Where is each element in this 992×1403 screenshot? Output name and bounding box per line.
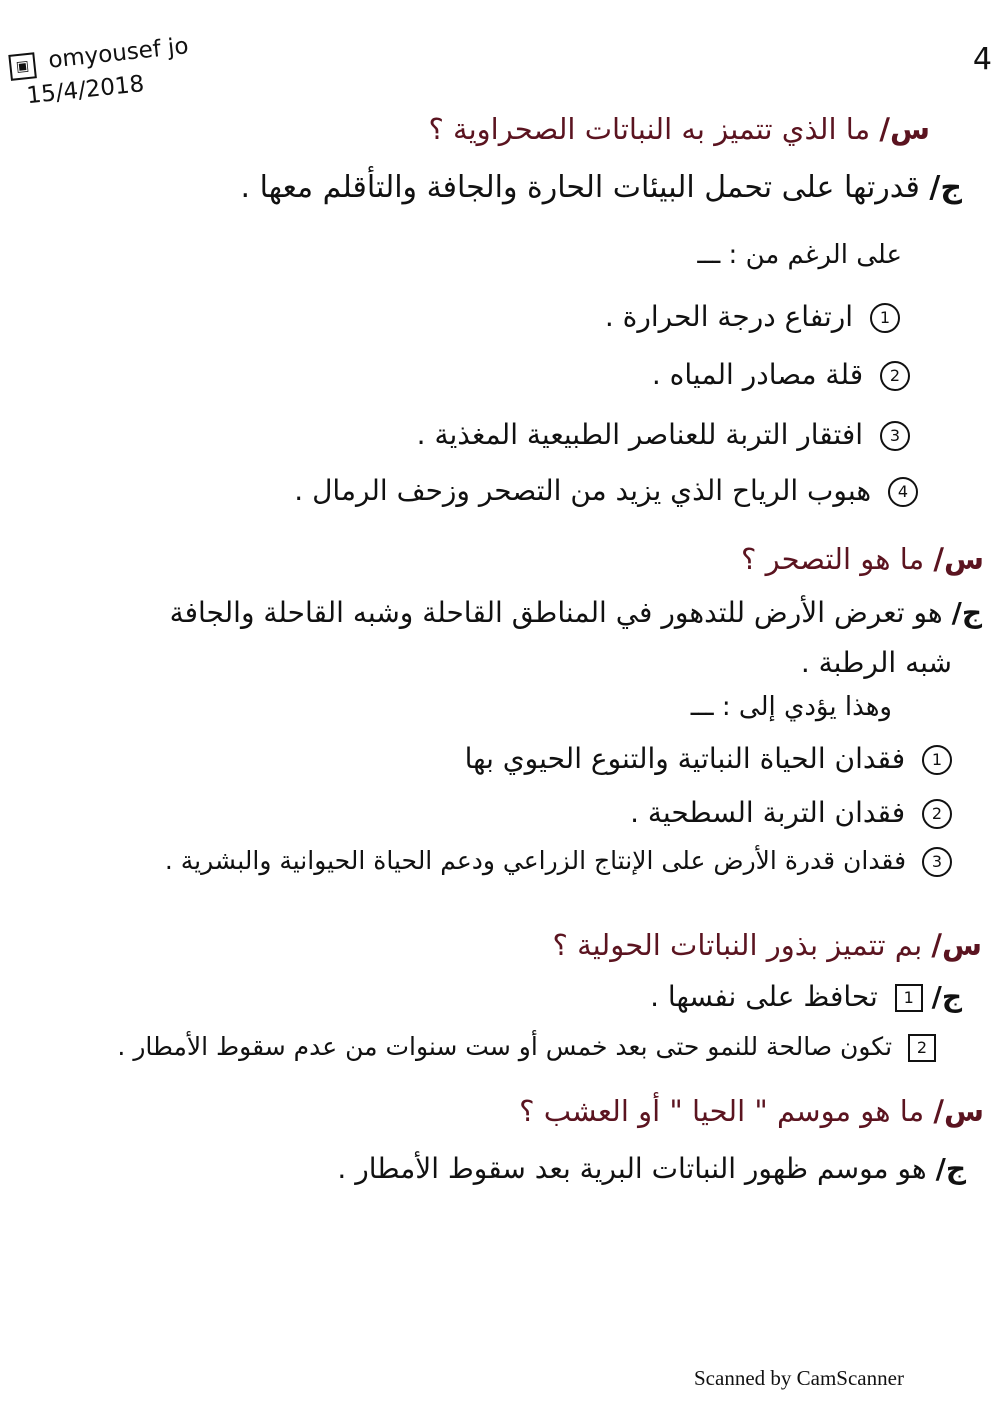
question-label: س/ (933, 1094, 984, 1128)
list-item-text: فقدان الحياة النباتية والتنوع الحيوي بها (464, 742, 906, 775)
list-marker: 3 (880, 421, 910, 451)
answer-label: ج/ (931, 980, 962, 1013)
question-label: س/ (879, 112, 930, 146)
question-text: ما الذي تتميز به النباتات الصحراوية ؟ (428, 112, 871, 146)
answer-2 (170, 596, 982, 629)
question-4 (519, 1094, 984, 1128)
square-stamp-icon: ▣ (8, 52, 37, 81)
sub-heading-1: على الرغم من : ـــ (697, 240, 902, 270)
list-marker: 4 (888, 477, 918, 507)
question-label: س/ (931, 928, 982, 962)
list-item (165, 846, 952, 877)
list-item (465, 742, 952, 775)
answer-label: ج/ (951, 596, 982, 629)
list-item-text: هبوب الرياح الذي يزيد من التصحر وزحف الرمال . (294, 474, 872, 507)
answer-text: قدرتها على تحمل البيئات الحارة والجافة والتأقلم معها . (240, 170, 920, 205)
answer-text: هو موسم ظهور النباتات البرية بعد سقوط الأمطار . (337, 1152, 927, 1185)
question-text: بم تتميز بذور النباتات الحولية ؟ (552, 928, 923, 962)
answer-2-continued: شبه الرطبة . (800, 646, 952, 679)
answer-4 (337, 1152, 966, 1185)
question-text: ما هو موسم " الحيا " أو العشب ؟ (519, 1094, 925, 1128)
list-item-text: فقدان قدرة الأرض على الإنتاج الزراعي ودعم الحياة الحيوانية والبشرية . (164, 846, 907, 875)
page-number: 4 (972, 42, 992, 77)
list-item-text: ارتفاع درجة الحرارة . (604, 300, 854, 333)
date: 15/4/2018 (25, 71, 146, 110)
list-item (630, 796, 952, 829)
list-marker: 2 (880, 361, 910, 391)
list-item (117, 1032, 936, 1062)
list-item-text: قلة مصادر المياه . (651, 358, 864, 391)
question-2 (741, 542, 984, 576)
author-name: omyousef jo (47, 33, 190, 74)
list-item (652, 358, 910, 391)
list-marker: 3 (922, 847, 952, 877)
question-1 (428, 112, 930, 146)
list-marker: 2 (922, 799, 952, 829)
answer-3 (650, 980, 962, 1013)
list-item (605, 300, 900, 333)
answer-label: ج/ (929, 170, 962, 205)
list-marker: 1 (895, 984, 923, 1012)
list-marker: 1 (870, 303, 900, 333)
scanner-watermark: Scanned by CamScanner (694, 1366, 904, 1390)
question-text: ما هو التصحر ؟ (740, 542, 925, 576)
list-item (417, 418, 910, 451)
question-label: س/ (933, 542, 984, 576)
list-marker: 2 (908, 1034, 936, 1062)
answer-1 (241, 170, 962, 205)
list-item-text: فقدان التربة السطحية . (630, 796, 906, 829)
list-item-text: افتقار التربة للعناصر الطبيعية المغذية . (416, 418, 864, 451)
sub-heading-2: وهذا يؤدي إلى : ـــ (690, 692, 892, 722)
answer-text: هو تعرض الأرض للتدهور في المناطق القاحلة وشبه القاحلة والجافة (169, 596, 943, 629)
list-item (294, 474, 918, 507)
answer-label: ج/ (935, 1152, 966, 1185)
list-item-text: تحافظ على نفسها . (650, 980, 878, 1013)
list-marker: 1 (922, 745, 952, 775)
list-item-text: تكون صالحة للنمو حتى بعد خمس أو ست سنوات من عدم سقوط الأمطار . (117, 1032, 893, 1061)
author-block (8, 33, 193, 110)
question-3 (553, 928, 983, 962)
